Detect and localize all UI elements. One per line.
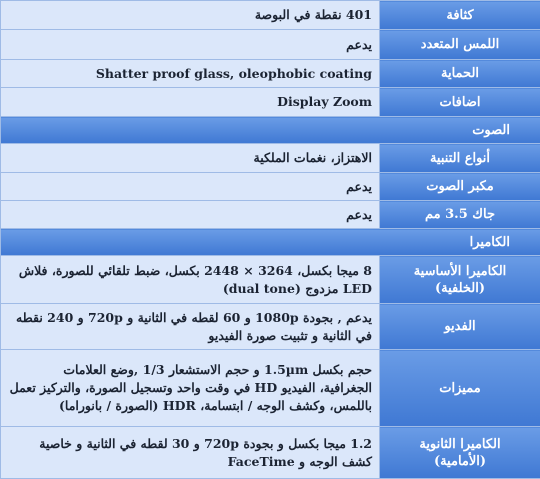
spec-value: 401 نقطة في البوصة — [1, 1, 380, 30]
spec-label: الحماية — [380, 60, 540, 88]
spec-row-primary-camera — [1, 256, 540, 304]
spec-label — [380, 256, 540, 304]
spec-value-text: Shatter proof glass, oleophobic coating — [96, 66, 372, 81]
spec-row-secondary-camera — [1, 427, 540, 479]
spec-row-video — [1, 304, 540, 350]
spec-row-density — [1, 1, 540, 30]
spec-row-extras — [1, 88, 540, 117]
spec-value-text: Display Zoom — [277, 94, 372, 109]
spec-row-alert-types — [1, 144, 540, 173]
spec-label: أنواع التنبية — [380, 144, 540, 173]
spec-row-features — [1, 350, 540, 427]
section-header-camera — [1, 229, 540, 256]
spec-value: يدعم — [1, 173, 380, 201]
section-title: الكاميرا — [1, 229, 540, 256]
spec-label: كثافة — [380, 1, 540, 30]
spec-label: مكبر الصوت — [380, 173, 540, 201]
spec-label-text: الكاميرا الأساسية (الخلفية) — [408, 263, 513, 297]
spec-value: يدعم , بجودة 1080p و 60 لقطه في الثانية و 720p و 240 نقطه في الثانية و تثبيت صورة الفيديو — [1, 304, 380, 350]
section-header-sound — [1, 117, 540, 144]
spec-label: اللمس المتعدد — [380, 30, 540, 60]
spec-label-text: الكاميرا الثانوية (الأمامية) — [408, 436, 513, 470]
spec-label: الفديو — [380, 304, 540, 350]
spec-value — [1, 88, 380, 117]
spec-row-protection — [1, 60, 540, 88]
spec-value: الاهتزاز، نغمات الملكية — [1, 144, 380, 173]
spec-value: 8 ميجا بكسل، 3264 × 2448 بكسل، ضبط تلقائي للصورة، فلاش LED مزدوج (dual tone) — [1, 256, 380, 304]
spec-row-loudspeaker — [1, 173, 540, 201]
spec-label: اضافات — [380, 88, 540, 117]
spec-value: 1.2 ميجا بكسل و بجودة 720p و 30 لقطه في الثانية و خاصية كشف الوجه و FaceTime — [1, 427, 380, 479]
spec-row-multitouch — [1, 30, 540, 60]
spec-row-jack — [1, 201, 540, 229]
section-title: الصوت — [1, 117, 540, 144]
spec-value: يدعم — [1, 201, 380, 229]
spec-label: مميزات — [380, 350, 540, 427]
spec-label — [380, 427, 540, 479]
spec-value — [1, 60, 380, 88]
spec-value: حجم بكسل 1.5µm و حجم الاستشعار 1/3 ,وضع العلامات الجغرافية، الفيديو HD في وقت واحد وتسجيل الصورة، والتركيز تعمل باللمس، وكشف الوجه / ابتسامة، HDR (الصورة / بانوراما) — [1, 350, 380, 427]
spec-value: يدعم — [1, 30, 380, 60]
spec-label: جاك 3.5 مم — [380, 201, 540, 229]
